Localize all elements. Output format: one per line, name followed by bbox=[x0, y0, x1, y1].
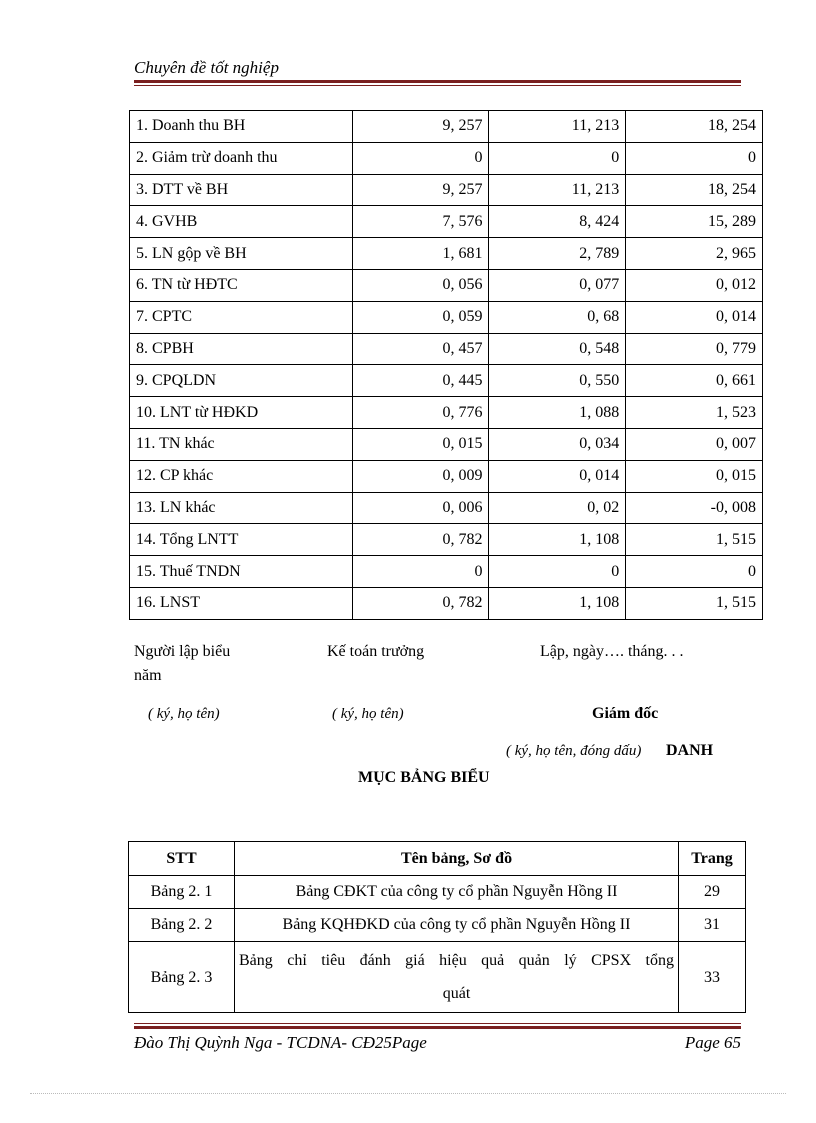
row-value-v3: 0 bbox=[626, 556, 763, 588]
footer-page-number: Page 65 bbox=[684, 1033, 741, 1052]
row-label: 13. LN khác bbox=[130, 492, 353, 524]
row-value-v1: 9, 257 bbox=[352, 111, 489, 143]
list-title: MỤC BẢNG BIỂU bbox=[358, 769, 490, 786]
row-value-v1: 7, 576 bbox=[352, 206, 489, 238]
table-row bbox=[130, 428, 763, 460]
row-name: Bảng KQHĐKD của công ty cổ phần Nguyễn Hồng II bbox=[235, 909, 679, 942]
row-label: 10. LNT từ HĐKD bbox=[130, 397, 353, 429]
row-value-v3: 0, 012 bbox=[626, 269, 763, 301]
row-value-v2: 0, 034 bbox=[489, 428, 626, 460]
row-value-v2: 0, 550 bbox=[489, 365, 626, 397]
table-row bbox=[130, 174, 763, 206]
row-label: 1. Doanh thu BH bbox=[130, 111, 353, 143]
row-label: 6. TN từ HĐTC bbox=[130, 269, 353, 301]
row-value-v2: 11, 213 bbox=[489, 111, 626, 143]
table-row bbox=[130, 301, 763, 333]
row-label: 14. Tổng LNTT bbox=[130, 524, 353, 556]
row-value-v3: 18, 254 bbox=[626, 111, 763, 143]
row-value-v2: 11, 213 bbox=[489, 174, 626, 206]
row-label: 12. CP khác bbox=[130, 460, 353, 492]
chief-accountant-sign-hint: ( ký, họ tên) bbox=[332, 706, 404, 722]
row-label: 4. GVHB bbox=[130, 206, 353, 238]
table-row bbox=[130, 111, 763, 143]
row-value-v2: 0 bbox=[489, 142, 626, 174]
table-row bbox=[130, 238, 763, 270]
row-stt: Bảng 2. 2 bbox=[129, 909, 235, 942]
table-row bbox=[130, 269, 763, 301]
table-row bbox=[130, 333, 763, 365]
index-table bbox=[128, 841, 746, 1013]
danh-word: DANH bbox=[666, 742, 714, 759]
row-value-v2: 0 bbox=[489, 556, 626, 588]
date-line: Lập, ngày…. tháng. . . bbox=[540, 643, 684, 660]
header-title: Chuyên đề tốt nghiệp bbox=[134, 58, 279, 77]
row-page: 29 bbox=[679, 876, 746, 909]
table-row bbox=[130, 142, 763, 174]
row-value-v1: 0, 056 bbox=[352, 269, 489, 301]
row-value-v3: 2, 965 bbox=[626, 238, 763, 270]
row-value-v2: 0, 68 bbox=[489, 301, 626, 333]
row-value-v1: 0 bbox=[352, 142, 489, 174]
row-value-v3: 0, 014 bbox=[626, 301, 763, 333]
row-label: 16. LNST bbox=[130, 587, 353, 619]
footer-author: Đào Thị Quỳnh Nga - TCDNA- CĐ25Page bbox=[134, 1033, 427, 1052]
row-label: 9. CPQLDN bbox=[130, 365, 353, 397]
row-label: 15. Thuế TNDN bbox=[130, 556, 353, 588]
table-row bbox=[130, 206, 763, 238]
row-value-v3: 0, 007 bbox=[626, 428, 763, 460]
row-name-line2: quát bbox=[442, 985, 471, 1002]
row-label: 7. CPTC bbox=[130, 301, 353, 333]
row-value-v3: 18, 254 bbox=[626, 174, 763, 206]
row-value-v1: 0, 009 bbox=[352, 460, 489, 492]
row-value-v2: 1, 108 bbox=[489, 587, 626, 619]
table-row bbox=[130, 524, 763, 556]
header-stt: STT bbox=[129, 842, 235, 876]
preparer-label-cont: năm bbox=[134, 667, 162, 684]
header-name: Tên bảng, Sơ đồ bbox=[235, 842, 679, 876]
row-value-v1: 0, 782 bbox=[352, 587, 489, 619]
row-value-v3: 15, 289 bbox=[626, 206, 763, 238]
row-value-v2: 8, 424 bbox=[489, 206, 626, 238]
row-value-v1: 9, 257 bbox=[352, 174, 489, 206]
row-value-v3: -0, 008 bbox=[626, 492, 763, 524]
row-value-v1: 0, 457 bbox=[352, 333, 489, 365]
header-rule bbox=[134, 80, 741, 86]
table-row bbox=[130, 587, 763, 619]
row-value-v1: 0, 776 bbox=[352, 397, 489, 429]
table-row bbox=[129, 942, 746, 1013]
row-value-v1: 0, 015 bbox=[352, 428, 489, 460]
table-row bbox=[130, 365, 763, 397]
row-value-v2: 0, 02 bbox=[489, 492, 626, 524]
director-sign-hint: ( ký, họ tên, đóng dấu) bbox=[506, 743, 642, 759]
preparer-label: Người lập biểu bbox=[134, 643, 231, 660]
table-row bbox=[129, 909, 746, 942]
row-stt: Bảng 2. 3 bbox=[129, 942, 235, 1013]
index-header-row bbox=[129, 842, 746, 876]
row-value-v3: 0, 779 bbox=[626, 333, 763, 365]
table-row bbox=[130, 460, 763, 492]
row-label: 3. DTT về BH bbox=[130, 174, 353, 206]
row-value-v3: 1, 515 bbox=[626, 524, 763, 556]
preparer-sign-hint: ( ký, họ tên) bbox=[148, 706, 220, 722]
row-value-v1: 0, 059 bbox=[352, 301, 489, 333]
row-value-v2: 0, 014 bbox=[489, 460, 626, 492]
row-value-v2: 1, 088 bbox=[489, 397, 626, 429]
row-value-v2: 2, 789 bbox=[489, 238, 626, 270]
row-value-v2: 0, 077 bbox=[489, 269, 626, 301]
row-page: 31 bbox=[679, 909, 746, 942]
page-edge-divider bbox=[30, 1093, 786, 1094]
row-value-v2: 1, 108 bbox=[489, 524, 626, 556]
row-name bbox=[235, 942, 679, 1013]
header-page: Trang bbox=[679, 842, 746, 876]
table-row bbox=[129, 876, 746, 909]
table-row bbox=[130, 397, 763, 429]
director-label: Giám đốc bbox=[592, 705, 659, 722]
row-value-v3: 0, 015 bbox=[626, 460, 763, 492]
table-row bbox=[130, 556, 763, 588]
row-value-v3: 0 bbox=[626, 142, 763, 174]
row-label: 8. CPBH bbox=[130, 333, 353, 365]
row-value-v1: 0 bbox=[352, 556, 489, 588]
row-value-v3: 1, 523 bbox=[626, 397, 763, 429]
row-value-v3: 0, 661 bbox=[626, 365, 763, 397]
row-label: 5. LN gộp về BH bbox=[130, 238, 353, 270]
row-name-line1: Bảng chỉ tiêu đánh giá hiệu quả quản lý CPSX tổng bbox=[239, 952, 674, 969]
row-value-v1: 1, 681 bbox=[352, 238, 489, 270]
row-value-v1: 0, 782 bbox=[352, 524, 489, 556]
row-label: 11. TN khác bbox=[130, 428, 353, 460]
row-value-v2: 0, 548 bbox=[489, 333, 626, 365]
row-label: 2. Giảm trừ doanh thu bbox=[130, 142, 353, 174]
footer-rule bbox=[134, 1023, 741, 1029]
chief-accountant-label: Kế toán trưởng bbox=[327, 643, 425, 660]
row-value-v1: 0, 445 bbox=[352, 365, 489, 397]
row-value-v3: 1, 515 bbox=[626, 587, 763, 619]
row-name: Bảng CĐKT của công ty cổ phần Nguyễn Hồng II bbox=[235, 876, 679, 909]
table-row bbox=[130, 492, 763, 524]
row-value-v1: 0, 006 bbox=[352, 492, 489, 524]
financial-table bbox=[129, 110, 763, 620]
row-stt: Bảng 2. 1 bbox=[129, 876, 235, 909]
row-page: 33 bbox=[679, 942, 746, 1013]
